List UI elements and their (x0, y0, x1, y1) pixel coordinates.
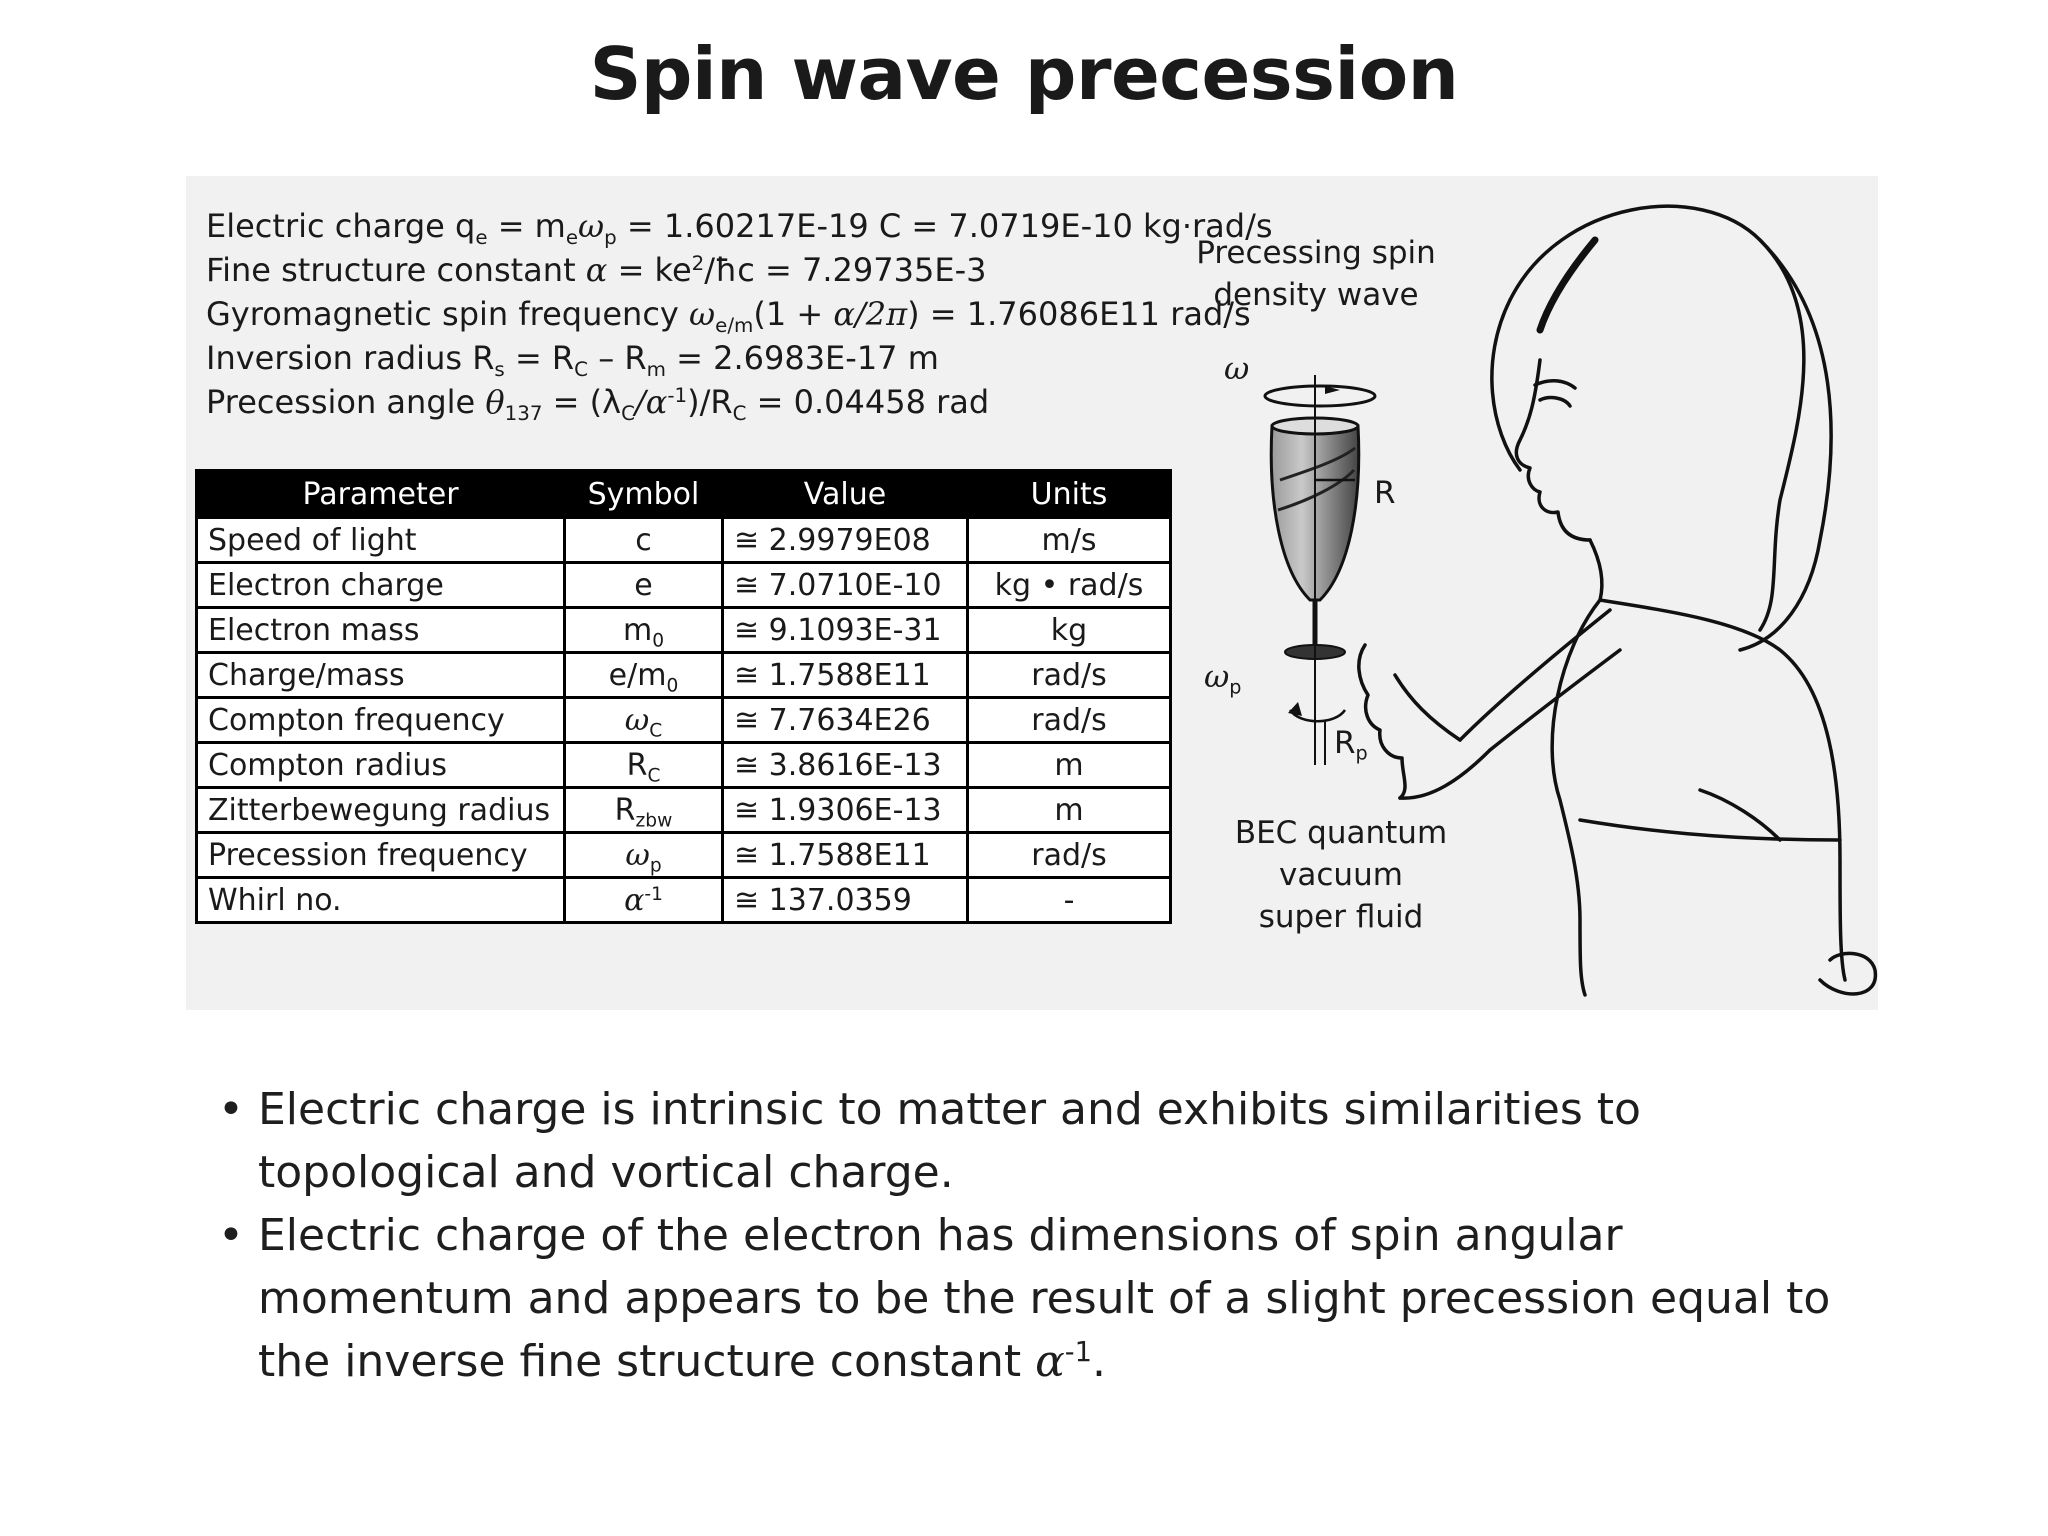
label-omega: ω (1224, 351, 1250, 387)
cell-parameter: Electron charge (197, 563, 565, 608)
eyebrow (1535, 381, 1575, 388)
table-row (197, 833, 1171, 878)
cell-units: rad/s (968, 698, 1171, 743)
cell-value: ≅ 2.9979E08 (723, 518, 968, 563)
equation-inversion-radius: Inversion radius $R_s = R_C - R_m = 2.6983E-17$ m (206, 339, 939, 381)
cell-parameter: Speed of light (197, 518, 565, 563)
cell-parameter: Electron mass (197, 608, 565, 653)
omega-ellipse (1265, 386, 1375, 406)
label-bec-vacuum: BEC quantum vacuum super fluid (1234, 815, 1448, 935)
cell-value: ≅ 3.8616E-13 (723, 743, 968, 788)
torso-front (1552, 600, 1600, 995)
hair-accent (1540, 240, 1595, 330)
fist (1820, 953, 1875, 994)
cell-symbol: e (565, 563, 723, 608)
bullet-item: • Electric charge is intrinsic to matter and exhibits similarities to topological and vortical charge. (218, 1078, 1858, 1204)
arm-lower (1490, 650, 1620, 750)
cell-parameter: Compton radius (197, 743, 565, 788)
table-row (197, 743, 1171, 788)
forearm (1395, 675, 1460, 740)
equation-fine-structure: Fine structure constant $\alpha = ke^2/ħc = 7.29735E-3$ (206, 251, 987, 289)
hair-outline (1510, 206, 1804, 630)
table-row (197, 653, 1171, 698)
cell-units: rad/s (968, 833, 1171, 878)
parameters-table (195, 469, 1172, 924)
bullet-item: • Electric charge of the electron has dimensions of spin angular momentum and appears to be the result of a slight precession equal to the inverse fine structure constant $\alpha^{-1}$. (218, 1204, 1858, 1393)
shoulder (1600, 600, 1845, 980)
bullet-list (218, 1078, 1858, 1393)
cell-symbol: $e/m_0$ (565, 653, 723, 698)
label-r: R (1374, 475, 1396, 511)
cell-parameter: Compton frequency (197, 698, 565, 743)
cell-value: ≅ 1.7588E11 (723, 833, 968, 878)
header-symbol: Symbol (565, 471, 723, 518)
bullet-dot: • (218, 1210, 244, 1261)
label-omega-p: $\omega_p$ (1204, 659, 1242, 699)
cell-units: m (968, 788, 1171, 833)
cell-parameter: Zitterbewegung radius (197, 788, 565, 833)
label-precessing-spin: Precessing spin density wave (1196, 235, 1436, 313)
table-row (197, 788, 1171, 833)
sleeve (1700, 790, 1780, 840)
equation-precession-angle: Precession angle $\theta_{137} = (\lambda_C/\alpha^{-1})/R_C = 0.04458$ rad (206, 383, 990, 425)
cell-parameter: Precession frequency (197, 833, 565, 878)
cell-parameter: Whirl no. (197, 878, 565, 923)
cell-value: ≅ 7.0710E-10 (723, 563, 968, 608)
neck (1590, 540, 1602, 600)
header-units: Units (968, 471, 1171, 518)
cell-parameter: Charge/mass (197, 653, 565, 698)
equations-block (206, 204, 1273, 425)
cell-value: ≅ 7.7634E26 (723, 698, 968, 743)
cell-symbol: $R_C$ (565, 743, 723, 788)
cell-symbol: $m_0$ (565, 608, 723, 653)
equation-electric-charge: Electric charge $q_e = m_e\omega_p = 1.60217E-19$ C = 7.0719E-10 kg·rad/s (206, 207, 1273, 249)
cell-symbol: c (565, 518, 723, 563)
cell-value: ≅ 9.1093E-31 (723, 608, 968, 653)
cell-value: ≅ 1.9306E-13 (723, 788, 968, 833)
cell-value: ≅ 137.0359 (723, 878, 968, 923)
cell-symbol: $\omega_C$ (565, 698, 723, 743)
omega-p-arrowhead (1288, 702, 1302, 716)
page-title: Spin wave precession (589, 32, 1459, 116)
cell-symbol: $\alpha^{-1}$ (565, 878, 723, 923)
bullet-dot: • (218, 1084, 244, 1135)
cell-value: ≅ 1.7588E11 (723, 653, 968, 698)
label-r-p: $R_p$ (1334, 725, 1368, 765)
waist (1580, 820, 1840, 840)
cell-units: rad/s (968, 653, 1171, 698)
cell-units: m (968, 743, 1171, 788)
table-header-row (197, 471, 1171, 518)
face-profile (1516, 360, 1590, 540)
cell-units: m/s (968, 518, 1171, 563)
forearm-under (1400, 750, 1490, 798)
table-row (197, 518, 1171, 563)
hair-fringe (1492, 300, 1520, 470)
header-parameter: Parameter (197, 471, 565, 518)
header-value: Value (723, 471, 968, 518)
cell-symbol: $R_{zbw}$ (565, 788, 723, 833)
wine-glass (1265, 375, 1375, 765)
table-row (197, 608, 1171, 653)
table-row (197, 563, 1171, 608)
cell-units: - (968, 878, 1171, 923)
table-row (197, 878, 1171, 923)
hair-back (1740, 240, 1831, 650)
table-row (197, 698, 1171, 743)
cell-units: kg • rad/s (968, 563, 1171, 608)
eye (1540, 398, 1570, 406)
cell-symbol: $\omega_p$ (565, 833, 723, 878)
cell-units: kg (968, 608, 1171, 653)
equation-gyromagnetic: Gyromagnetic spin frequency $\omega_{e/m}(1 + \alpha/2\pi) = 1.76086E11$ rad/s (206, 295, 1251, 337)
